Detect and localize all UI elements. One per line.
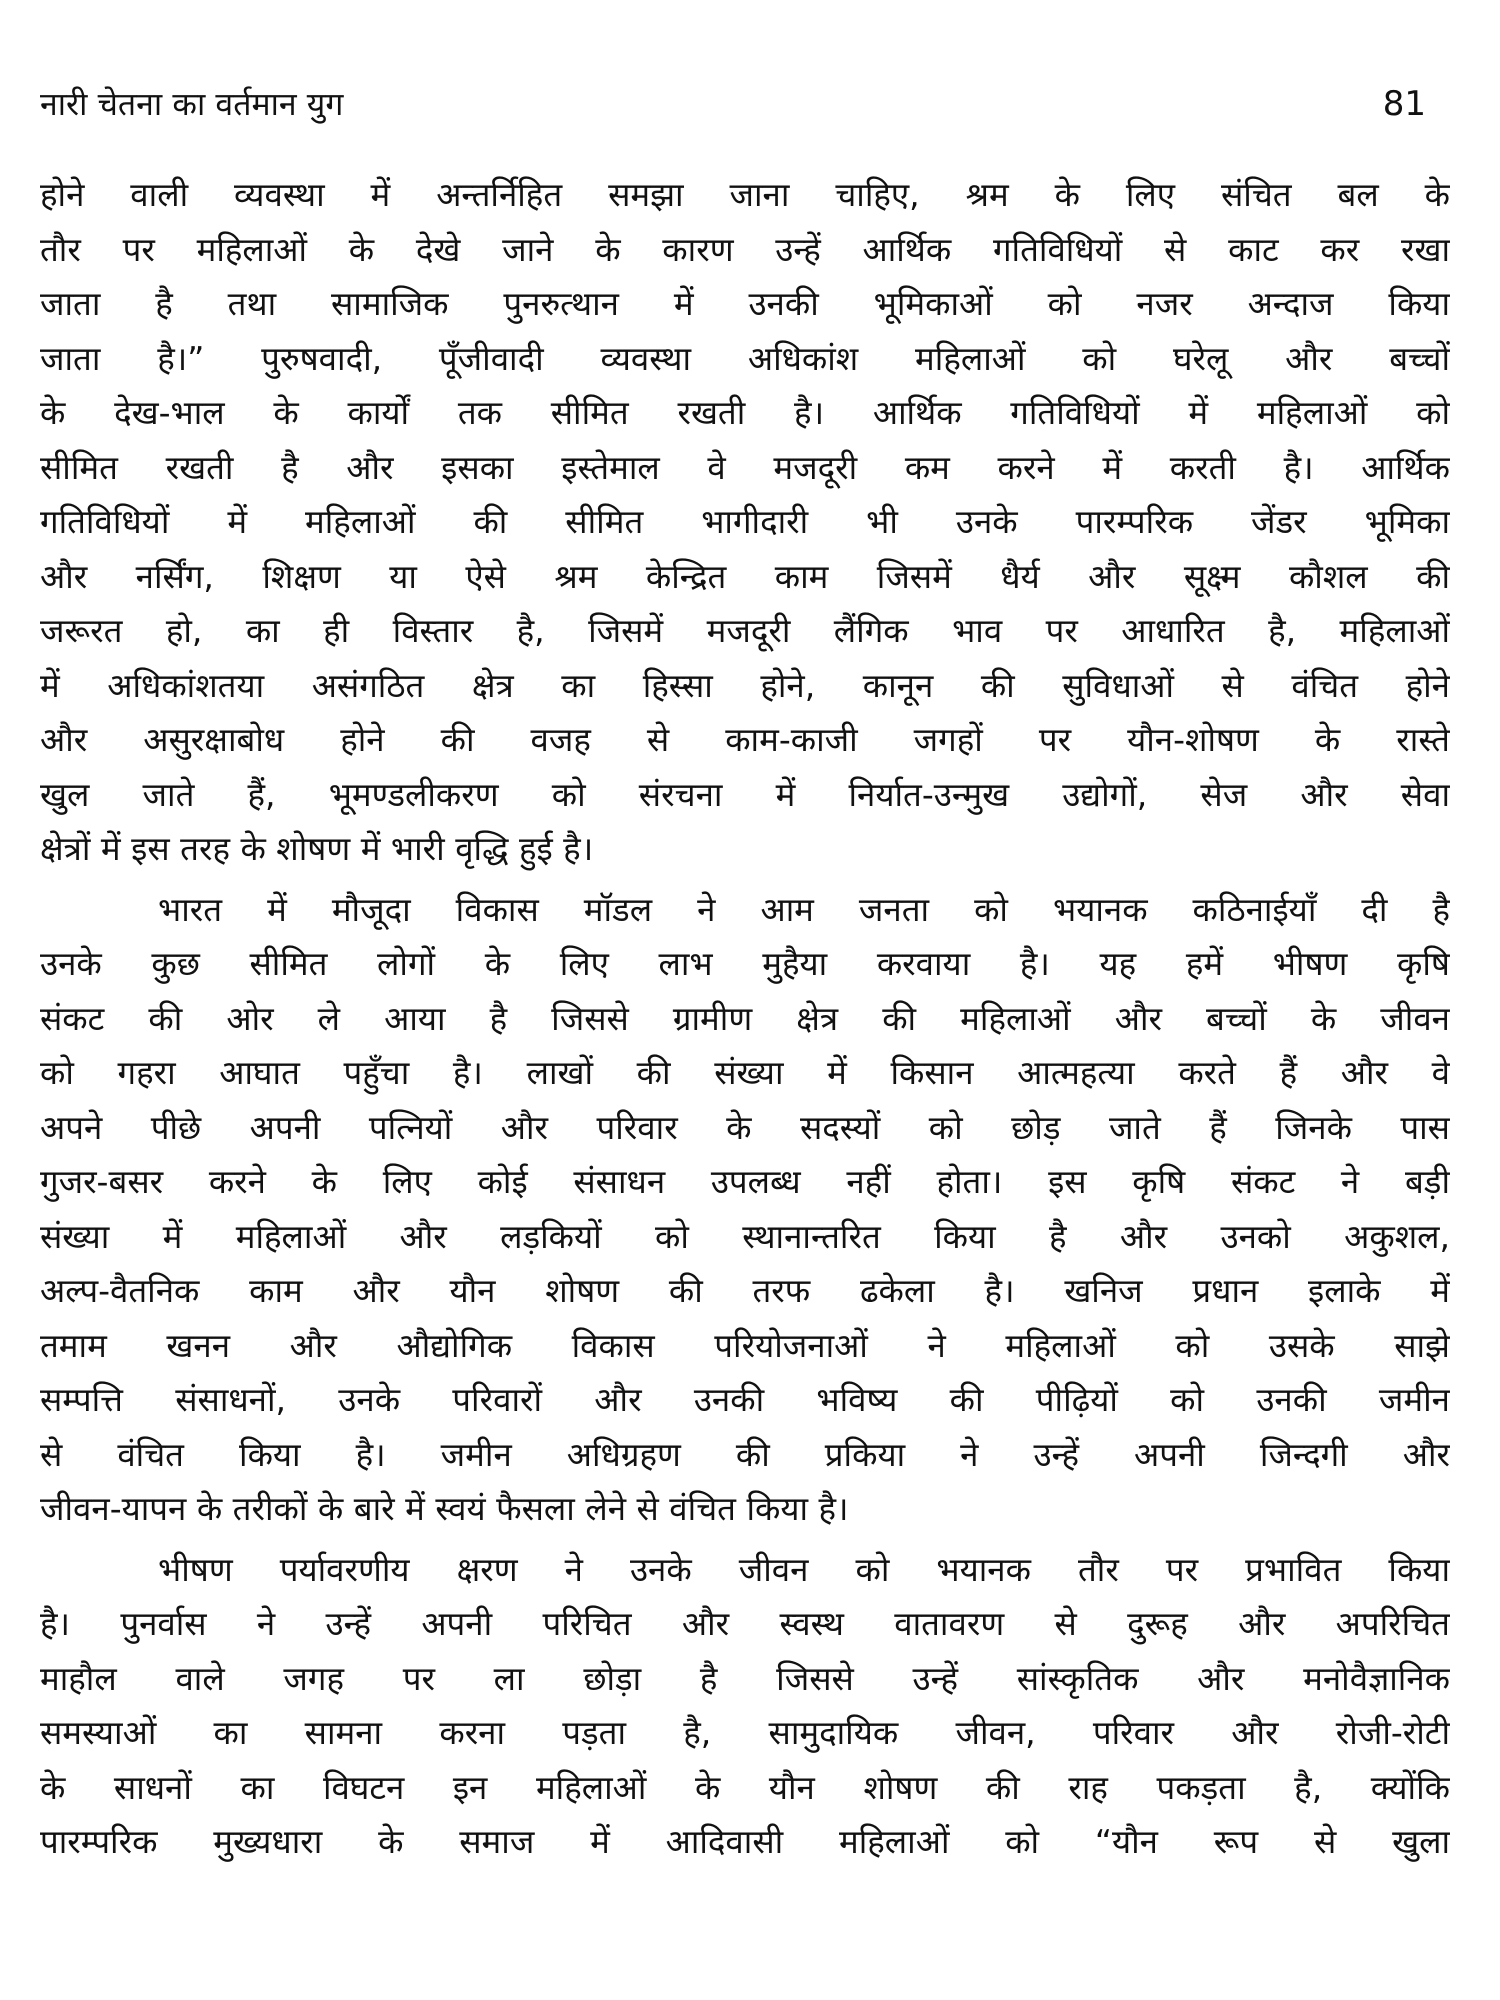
text-line: खुल जाते हैं, भूमण्डलीकरण को संरचना में निर्यात-उन्मुख उद्योगों, सेज और सेवा bbox=[40, 774, 1450, 814]
text-line: होने वाली व्यवस्था में अन्तर्निहित समझा जाना चाहिए, श्रम के लिए संचित बल के bbox=[40, 175, 1450, 214]
text-line: संकट की ओर ले आया है जिससे ग्रामीण क्षेत्र की महिलाओं और बच्चों के जीवन bbox=[40, 998, 1450, 1038]
text-line: समस्याओं का सामना करना पड़ता है, सामुदायिक जीवन, परिवार और रोजी-रोटी bbox=[40, 1713, 1450, 1752]
text-line: संख्या में महिलाओं और लड़कियों को स्थानान्तरित किया है और उनको अकुशल, bbox=[40, 1216, 1450, 1256]
paragraph-3 bbox=[40, 1543, 1450, 1870]
text-line: भारत में मौजूदा विकास मॉडल ने आम जनता को भयानक कठिनाईयाँ दी है bbox=[158, 889, 1450, 929]
text-line: तौर पर महिलाओं के देखे जाने के कारण उन्हें आर्थिक गतिविधियों से काट कर रखा bbox=[40, 229, 1450, 269]
text-line: भीषण पर्यावरणीय क्षरण ने उनके जीवन को भयानक तौर पर प्रभावित किया bbox=[158, 1549, 1450, 1589]
text-line: सीमित रखती है और इसका इस्तेमाल वे मजदूरी कम करने में करती है। आर्थिक bbox=[40, 447, 1450, 487]
text-line: जाता है तथा सामाजिक पुनरुत्थान में उनकी भूमिकाओं को नजर अन्दाज किया bbox=[40, 284, 1450, 323]
text-line: अल्प-वैतनिक काम और यौन शोषण की तरफ ढकेला है। खनिज प्रधान इलाके में bbox=[40, 1271, 1450, 1310]
text-line: क्षेत्रों में इस तरह के शोषण में भारी वृद्धि हुई है। bbox=[40, 829, 594, 868]
text-line: गतिविधियों में महिलाओं की सीमित भागीदारी भी उनके पारम्परिक जेंडर भूमिका bbox=[40, 502, 1450, 541]
text-line: सम्पत्ति संसाधनों, उनके परिवारों और उनकी भविष्य की पीढ़ियों को उनकी जमीन bbox=[40, 1380, 1450, 1419]
paragraph-1 bbox=[40, 168, 1450, 877]
text-line: और नर्सिंग, शिक्षण या ऐसे श्रम केन्द्रित काम जिसमें धैर्य और सूक्ष्म कौशल की bbox=[40, 556, 1450, 596]
running-title: नारी चेतना का वर्तमान युग bbox=[40, 85, 344, 123]
text-line: जीवन-यापन के तरीकों के बारे में स्वयं फैसला लेने से वंचित किया है। bbox=[40, 1489, 849, 1528]
text-line: गुजर-बसर करने के लिए कोई संसाधन उपलब्ध नहीं होता। इस कृषि संकट ने बड़ी bbox=[40, 1162, 1450, 1201]
text-line: जाता है।” पुरुषवादी, पूँजीवादी व्यवस्था अधिकांश महिलाओं को घरेलू और बच्चों bbox=[40, 338, 1450, 378]
text-line: तमाम खनन और औद्योगिक विकास परियोजनाओं ने महिलाओं को उसके साझे bbox=[40, 1325, 1450, 1365]
page-number: 81 bbox=[1382, 84, 1426, 124]
text-line: के साधनों का विघटन इन महिलाओं के यौन शोषण की राह पकड़ता है, क्योंकि bbox=[40, 1767, 1450, 1807]
text-line: अपने पीछे अपनी पत्नियों और परिवार के सदस्यों को छोड़ जाते हैं जिनके पास bbox=[40, 1107, 1450, 1147]
text-line: पारम्परिक मुख्यधारा के समाज में आदिवासी महिलाओं को “यौन रूप से खुला bbox=[40, 1822, 1450, 1861]
text-line: के देख-भाल के कार्यों तक सीमित रखती है। आर्थिक गतिविधियों में महिलाओं को bbox=[40, 393, 1450, 432]
text-line: है। पुनर्वास ने उन्हें अपनी परिचित और स्वस्थ वातावरण से दुरूह और अपरिचित bbox=[40, 1604, 1450, 1643]
text-line: और असुरक्षाबोध होने की वजह से काम-काजी जगहों पर यौन-शोषण के रास्ते bbox=[40, 720, 1450, 759]
text-line: माहौल वाले जगह पर ला छोड़ा है जिससे उन्हें सांस्कृतिक और मनोवैज्ञानिक bbox=[40, 1658, 1450, 1698]
paragraph-2 bbox=[40, 883, 1450, 1537]
text-line: में अधिकांशतया असंगठित क्षेत्र का हिस्सा होने, कानून की सुविधाओं से वंचित होने bbox=[40, 665, 1450, 705]
text-line: उनके कुछ सीमित लोगों के लिए लाभ मुहैया करवाया है। यह हमें भीषण कृषि bbox=[40, 944, 1450, 983]
text-line: जरूरत हो, का ही विस्तार है, जिसमें मजदूरी लैंगिक भाव पर आधारित है, महिलाओं bbox=[40, 611, 1450, 650]
body-text bbox=[40, 168, 1450, 1870]
text-line: से वंचित किया है। जमीन अधिग्रहण की प्रकिया ने उन्हें अपनी जिन्दगी और bbox=[40, 1434, 1450, 1474]
text-line: को गहरा आघात पहुँचा है। लाखों की संख्या में किसान आत्महत्या करते हैं और वे bbox=[40, 1053, 1450, 1092]
running-head bbox=[40, 78, 1460, 130]
